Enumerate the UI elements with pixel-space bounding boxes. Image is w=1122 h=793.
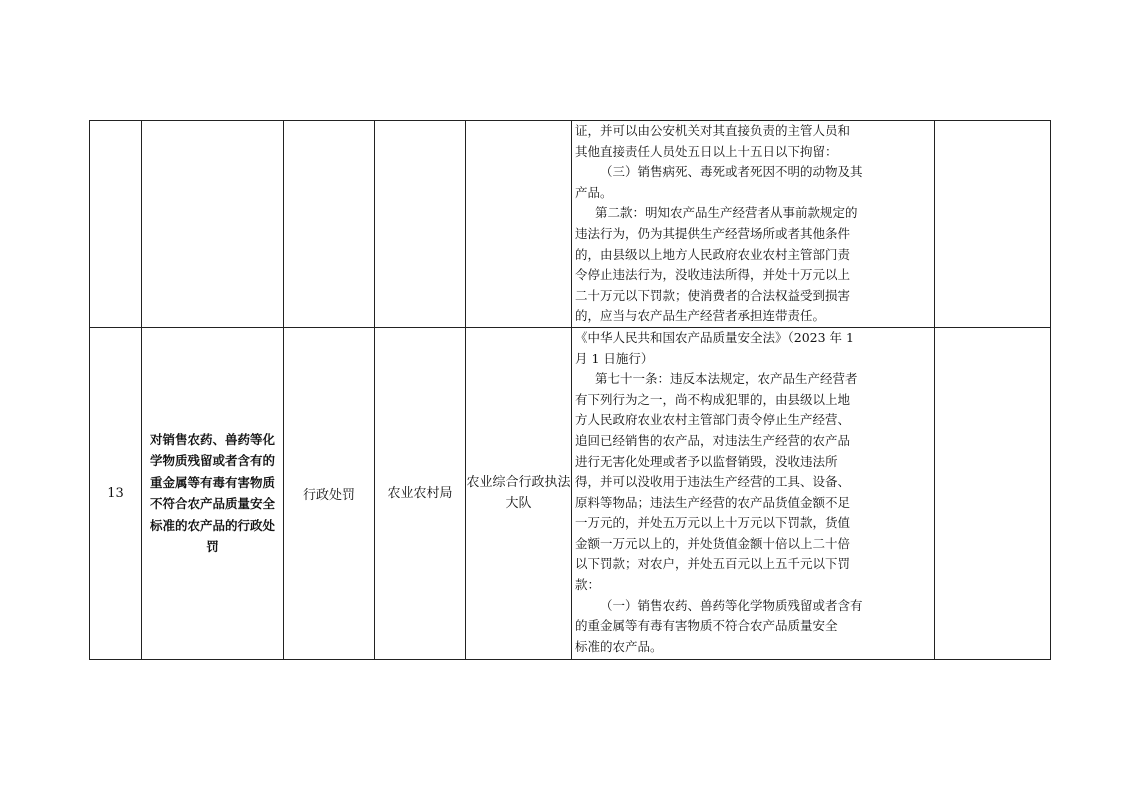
item-name-cell [142, 121, 284, 328]
basis-line: 第二款：明知农产品生产经营者从事前款规定的 [595, 205, 858, 221]
table-row [90, 121, 1051, 328]
legal-basis-cell [572, 327, 935, 659]
basis-line: 的，应当与农产品生产经营者承担连带责任。 [575, 308, 826, 324]
authority-table [89, 120, 1051, 660]
basis-line: 其他直接责任人员处五日以上十五日以下拘留： [575, 143, 838, 159]
remarks-cell [935, 327, 1051, 659]
basis-line: 进行无害化处理或者予以监督销毁，没收违法所 [575, 453, 838, 469]
basis-line: 令停止违法行为，没收违法所得，并处十万元以上 [575, 267, 851, 283]
basis-line: （一）销售农药、兽药等化学物质残留或者含有 [600, 597, 863, 613]
legal-basis-cell [572, 121, 935, 328]
basis-line: 的重金属等有毒有害物质不符合农产品质量安全 [575, 618, 838, 634]
basis-line: 一万元的，并处五万元以上十万元以下罚款，货值 [575, 515, 851, 531]
item-number-cell: 13 [90, 327, 142, 659]
basis-line: 二十万元以下罚款；使消费者的合法权益受到损害 [575, 287, 851, 303]
basis-line: 《中华人民共和国农产品质量安全法》（2023 年 1 [575, 329, 854, 345]
basis-line: 第七十一条：违反本法规定，农产品生产经营者 [595, 371, 858, 387]
basis-line: 款： [575, 577, 601, 593]
basis-line: 方人民政府农业农村主管部门责令停止生产经营、 [575, 412, 851, 428]
basis-line: （三）销售病死、毒死或者死因不明的动物及其 [600, 164, 863, 180]
basis-line: 追回已经销售的农产品，对违法生产经营的农产品 [575, 432, 851, 448]
basis-line: 得，并可以没收用于违法生产经营的工具、设备、 [575, 474, 851, 490]
basis-text [575, 328, 931, 658]
authority-type-cell: 行政处罚 [284, 327, 375, 659]
basis-line: 产品。 [575, 184, 613, 200]
basis-line: 月 1 日施行） [575, 350, 654, 366]
basis-line: 标准的农产品。 [575, 638, 663, 654]
basis-line: 金额一万元以上的，并处货值金额十倍以上二十倍 [575, 535, 851, 551]
basis-line: 的，由县级以上地方人民政府农业农村主管部门责 [575, 246, 851, 262]
item-number-cell [90, 121, 142, 328]
department-cell [375, 121, 466, 328]
execution-unit-cell [466, 121, 572, 328]
basis-line: 原料等物品；违法生产经营的农产品货值金额不足 [575, 494, 851, 510]
basis-line: 以下罚款；对农户，并处五百元以上五千元以下罚 [575, 556, 851, 572]
remarks-cell [935, 121, 1051, 328]
basis-line: 违法行为，仍为其提供生产经营场所或者其他条件 [575, 225, 851, 241]
basis-text [575, 121, 931, 327]
table-row [90, 327, 1051, 659]
basis-line: 证，并可以由公安机关对其直接负责的主管人员和 [575, 123, 851, 138]
authority-type-cell [284, 121, 375, 328]
execution-unit-cell: 农业综合行政执法大队 [466, 327, 572, 659]
basis-line: 有下列行为之一，尚不构成犯罪的，由县级以上地 [575, 391, 851, 407]
item-name-cell: 对销售农药、兽药等化学物质残留或者含有的重金属等有毒有害物质不符合农产品质量安全标准的农产品的行政处罚 [142, 327, 284, 659]
department-cell: 农业农村局 [375, 327, 466, 659]
